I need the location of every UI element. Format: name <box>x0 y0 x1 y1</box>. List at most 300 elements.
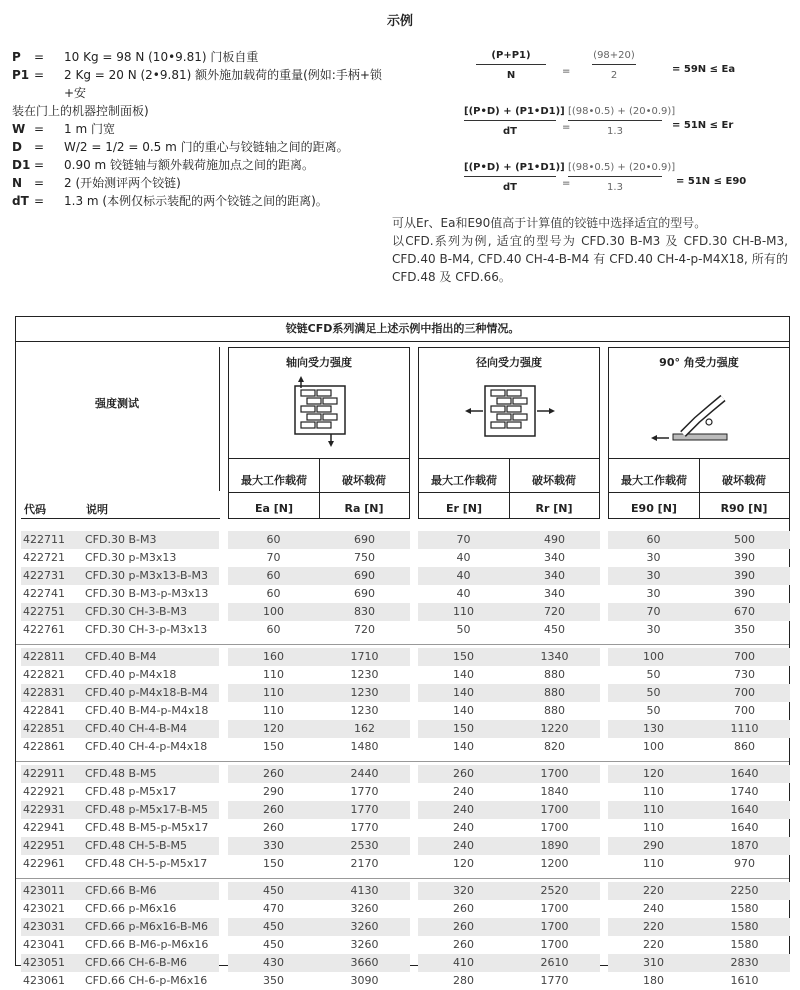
load-value: 240 <box>453 821 474 834</box>
product-description: CFD.40 p-M4x18-B-M4 <box>81 684 219 702</box>
product-code: 422751 <box>21 603 81 621</box>
axial-title: 轴向受力强度 <box>286 356 352 369</box>
definition-text: 2 Kg = 20 N (2•9.81) 额外施加载荷的重量(例如:手柄+锁+安 <box>64 68 382 100</box>
table-title: 铰链CFD系列满足上述示例中指出的三种情况。 <box>16 317 789 342</box>
group-divider <box>16 873 789 879</box>
load-value: 1890 <box>509 837 600 855</box>
table-row <box>16 954 789 972</box>
table-row <box>16 936 789 954</box>
product-code: 423061 <box>23 974 65 987</box>
table-row <box>16 900 789 918</box>
load-value: 290 <box>263 785 284 798</box>
load-value: 450 <box>544 623 565 636</box>
load-value: 1840 <box>540 785 569 798</box>
code-header: 代码 <box>24 503 46 516</box>
load-value: 330 <box>228 837 319 855</box>
product-group <box>16 765 789 873</box>
load-value: 220 <box>608 918 699 936</box>
definition-symbol: dT <box>12 194 29 208</box>
radial-force-icon <box>463 380 557 442</box>
load-value: 1770 <box>350 821 379 834</box>
formula-result: = 51N ≤ E90 <box>676 176 747 187</box>
definition-equals: = <box>34 176 45 190</box>
product-description: CFD.66 B-M6 <box>81 882 219 900</box>
load-value: 1480 <box>350 740 379 753</box>
load-value: 3660 <box>319 954 410 972</box>
load-value: 350 <box>263 974 284 987</box>
definition-text: 2 (开始测评两个铰链) <box>64 176 181 190</box>
product-code: 422931 <box>21 801 81 819</box>
load-value: 240 <box>418 801 509 819</box>
load-value: 110 <box>643 785 664 798</box>
load-value: 70 <box>266 551 281 564</box>
definition-text: 1.3 m (本例仅标示装配的两个铰链之间的距离)。 <box>64 194 328 208</box>
load-value: 720 <box>509 603 600 621</box>
load-value: 1640 <box>699 801 790 819</box>
load-value: 1580 <box>730 938 759 951</box>
load-value: 390 <box>734 551 755 564</box>
load-value: 50 <box>456 623 471 636</box>
load-value: 1230 <box>319 684 410 702</box>
angle-force-icon <box>649 384 749 446</box>
table-row <box>16 837 789 855</box>
load-value: 3260 <box>350 902 379 915</box>
axial-break-label: 破坏载荷 <box>342 474 386 487</box>
table-row <box>16 549 789 567</box>
product-code: 423041 <box>23 938 65 951</box>
radial-title: 径向受力强度 <box>476 356 542 369</box>
group-divider <box>16 756 789 762</box>
formula-row <box>462 104 792 154</box>
load-value: 3260 <box>319 918 410 936</box>
formula-result: = 59N ≤ Ea <box>672 64 736 75</box>
definition-symbol: W <box>12 122 26 136</box>
table-row <box>16 819 789 837</box>
product-code: 422721 <box>23 551 65 564</box>
formula-lhs: $\frac{[(P•D) + (P1•D1)]}{dT}$ <box>464 162 565 193</box>
load-value: 1640 <box>730 821 759 834</box>
note-line-1: 可从Er、Ea和E90值高于计算值的铰链中选择适宜的型号。 <box>392 216 707 230</box>
load-value: 160 <box>228 648 319 666</box>
load-value: 220 <box>608 882 699 900</box>
group-divider <box>16 639 789 645</box>
load-value: 120 <box>228 720 319 738</box>
product-code: 422861 <box>23 740 65 753</box>
definition-text: 装在门上的机器控制面板) <box>12 104 149 118</box>
table-row <box>16 882 789 900</box>
description-header: 说明 <box>86 503 108 516</box>
definition-row <box>12 156 382 174</box>
radial-break-label: 破坏载荷 <box>532 474 576 487</box>
load-value: 340 <box>544 551 565 564</box>
load-value: 2520 <box>509 882 600 900</box>
product-code: 423051 <box>21 954 81 972</box>
definition-text: 10 Kg = 98 N (10•9.81) 门板自重 <box>64 50 259 64</box>
angle-e90-label: E90 [N] <box>631 502 677 515</box>
definition-row <box>12 192 382 210</box>
load-value: 260 <box>418 918 509 936</box>
load-value: 1110 <box>699 720 790 738</box>
load-value: 1700 <box>540 821 569 834</box>
load-value: 220 <box>643 938 664 951</box>
product-code: 422941 <box>23 821 65 834</box>
load-value: 1580 <box>730 902 759 915</box>
load-value: 1230 <box>350 704 379 717</box>
formula-equals: = <box>562 122 571 133</box>
load-value: 320 <box>418 882 509 900</box>
load-value: 60 <box>266 623 281 636</box>
load-value: 1700 <box>540 938 569 951</box>
product-description: CFD.40 CH-4-p-M4x18 <box>85 740 208 753</box>
table-row <box>16 684 789 702</box>
load-value: 2830 <box>699 954 790 972</box>
formula-lhs: $\frac{[(P•D) + (P1•D1)]}{dT}$ <box>464 106 565 137</box>
definition-text: W/2 = 1/2 = 0.5 m 门的重心与铰链轴之间的距离。 <box>64 140 349 154</box>
definition-equals: = <box>34 68 45 82</box>
table-row <box>16 783 789 801</box>
load-value: 500 <box>699 531 790 549</box>
load-value: 1710 <box>319 648 410 666</box>
axial-force-icon <box>287 376 353 448</box>
load-value: 3090 <box>350 974 379 987</box>
load-value: 240 <box>418 837 509 855</box>
load-value: 1700 <box>509 801 600 819</box>
product-description: CFD.66 B-M6-p-M6x16 <box>85 938 209 951</box>
product-code: 422831 <box>21 684 81 702</box>
load-value: 1740 <box>730 785 759 798</box>
table-row <box>16 765 789 783</box>
table-row <box>16 585 789 603</box>
formula-rhs: $\frac{(98+20)}{2}$ <box>593 50 635 81</box>
load-value: 150 <box>263 857 284 870</box>
product-group <box>16 648 789 756</box>
product-description: CFD.66 p-M6x16 <box>85 902 177 915</box>
table-row <box>16 531 789 549</box>
page-title: 示例 <box>386 14 413 29</box>
load-value: 150 <box>418 648 509 666</box>
load-value: 260 <box>418 765 509 783</box>
product-code: 422761 <box>23 623 65 636</box>
load-value: 2610 <box>509 954 600 972</box>
variable-definitions <box>12 48 382 210</box>
definition-row <box>12 66 382 102</box>
axial-strength-group <box>228 347 410 519</box>
load-value: 340 <box>509 567 600 585</box>
load-value: 60 <box>228 531 319 549</box>
load-value: 120 <box>453 857 474 870</box>
product-description: CFD.66 CH-6-B-M6 <box>81 954 219 972</box>
load-value: 470 <box>263 902 284 915</box>
load-value: 110 <box>263 704 284 717</box>
product-description: CFD.40 p-M4x18 <box>85 668 177 681</box>
angle-title: 90° 角受力强度 <box>659 356 739 369</box>
load-value: 490 <box>509 531 600 549</box>
load-value: 1870 <box>699 837 790 855</box>
load-value: 60 <box>266 587 281 600</box>
product-description: CFD.66 CH-6-p-M6x16 <box>85 974 208 987</box>
load-value: 50 <box>646 668 661 681</box>
product-code: 422951 <box>21 837 81 855</box>
load-value: 1640 <box>699 765 790 783</box>
definition-row <box>12 102 382 120</box>
definition-symbol: N <box>12 176 23 190</box>
load-value: 30 <box>646 587 661 600</box>
load-value: 4130 <box>319 882 410 900</box>
load-value: 820 <box>544 740 565 753</box>
definition-row <box>12 138 382 156</box>
definition-equals: = <box>34 50 45 64</box>
load-value: 120 <box>608 765 699 783</box>
load-value: 110 <box>263 668 284 681</box>
table-row <box>16 621 789 639</box>
load-value: 690 <box>354 587 375 600</box>
definition-equals: = <box>34 122 45 136</box>
load-value: 1340 <box>509 648 600 666</box>
load-value: 880 <box>544 704 565 717</box>
definition-row <box>12 174 382 192</box>
load-value: 260 <box>453 902 474 915</box>
load-value: 1700 <box>540 902 569 915</box>
table-row <box>16 567 789 585</box>
load-value: 150 <box>263 740 284 753</box>
formula-result: = 51N ≤ Er <box>672 120 734 131</box>
product-description: CFD.30 p-M3x13-B-M3 <box>81 567 219 585</box>
product-description: CFD.48 p-M5x17 <box>85 785 177 798</box>
load-value: 3260 <box>350 938 379 951</box>
table-row <box>16 648 789 666</box>
product-description: CFD.30 B-M3 <box>81 531 219 549</box>
load-value: 970 <box>734 857 755 870</box>
load-value: 880 <box>509 684 600 702</box>
load-value: 290 <box>608 837 699 855</box>
load-value: 1200 <box>540 857 569 870</box>
angle-work-label: 最大工作载荷 <box>621 474 687 487</box>
load-value: 450 <box>228 882 319 900</box>
note-line-2: 以CFD.系列为例, 适宜的型号为 CFD.30 B-M3 及 CFD.30 CH-B-M3, CFD.40 B-M4, CFD.40 CH-4-B-M4 有 CFD.40 CH-4-p-M4X18, 所有的 CFD.48 及 CFD.66。 <box>392 234 788 284</box>
load-value: 30 <box>608 567 699 585</box>
table-row <box>16 666 789 684</box>
load-value: 350 <box>734 623 755 636</box>
load-value: 1230 <box>350 668 379 681</box>
load-value: 860 <box>734 740 755 753</box>
definition-symbol: D1 <box>12 158 31 172</box>
product-code: 422851 <box>21 720 81 738</box>
product-code: 422841 <box>23 704 65 717</box>
load-value: 100 <box>608 648 699 666</box>
load-value: 70 <box>418 531 509 549</box>
product-description: CFD.40 CH-4-B-M4 <box>81 720 219 738</box>
load-value: 2530 <box>319 837 410 855</box>
table-row <box>16 972 789 990</box>
load-value: 162 <box>319 720 410 738</box>
definition-row <box>12 120 382 138</box>
product-description: CFD.30 p-M3x13 <box>85 551 177 564</box>
product-description: CFD.48 p-M5x17-B-M5 <box>81 801 219 819</box>
load-value: 700 <box>699 684 790 702</box>
load-value: 2440 <box>319 765 410 783</box>
load-value: 390 <box>734 587 755 600</box>
load-value: 390 <box>699 567 790 585</box>
load-value: 280 <box>453 974 474 987</box>
product-code: 422711 <box>21 531 81 549</box>
table-row <box>16 603 789 621</box>
load-value: 140 <box>453 740 474 753</box>
load-value: 60 <box>608 531 699 549</box>
load-value: 40 <box>456 551 471 564</box>
formula-row <box>462 160 792 210</box>
product-description: CFD.66 p-M6x16-B-M6 <box>81 918 219 936</box>
product-code: 423031 <box>21 918 81 936</box>
table-row <box>16 801 789 819</box>
load-value: 60 <box>228 567 319 585</box>
load-value: 140 <box>453 704 474 717</box>
load-value: 240 <box>643 902 664 915</box>
load-value: 240 <box>453 785 474 798</box>
load-value: 690 <box>319 531 410 549</box>
load-value: 450 <box>228 918 319 936</box>
load-value: 2250 <box>699 882 790 900</box>
load-value: 110 <box>643 821 664 834</box>
formula-rhs: $\frac{[(98•0.5) + (20•0.9)]}{1.3}$ <box>568 162 676 193</box>
table-row <box>16 855 789 873</box>
table-row <box>16 720 789 738</box>
strength-test-label: 强度测试 <box>95 397 139 410</box>
formula-rhs: $\frac{[(98•0.5) + (20•0.9)]}{1.3}$ <box>568 106 676 137</box>
axial-ea-label: Ea [N] <box>254 502 294 515</box>
radial-rr-label: Rr [N] <box>535 502 573 515</box>
load-value: 100 <box>228 603 319 621</box>
load-value: 750 <box>354 551 375 564</box>
definition-row <box>12 48 382 66</box>
formula-block <box>462 48 792 216</box>
product-description: CFD.40 B-M4-p-M4x18 <box>85 704 209 717</box>
axial-ra-label: Ra [N] <box>344 502 384 515</box>
load-value: 260 <box>228 765 319 783</box>
load-value: 730 <box>734 668 755 681</box>
definition-symbol: P <box>12 50 21 64</box>
load-value: 830 <box>319 603 410 621</box>
load-value: 1770 <box>319 801 410 819</box>
load-value: 1220 <box>509 720 600 738</box>
product-description: CFD.48 B-M5 <box>81 765 219 783</box>
formula-row <box>462 48 792 98</box>
load-value: 110 <box>418 603 509 621</box>
load-value: 140 <box>453 668 474 681</box>
product-code: 422811 <box>21 648 81 666</box>
load-value: 110 <box>608 801 699 819</box>
load-value: 130 <box>608 720 699 738</box>
load-value: 410 <box>418 954 509 972</box>
selection-note <box>392 214 788 286</box>
load-value: 110 <box>643 857 664 870</box>
table-row <box>16 702 789 720</box>
formula-lhs: $\frac{(P+P1)}{N}$ <box>476 50 546 81</box>
angle-r90-label: R90 [N] <box>720 502 768 515</box>
definition-equals: = <box>34 158 45 172</box>
product-description: CFD.48 CH-5-p-M5x17 <box>85 857 208 870</box>
table-row <box>16 918 789 936</box>
load-value: 50 <box>646 704 661 717</box>
load-value: 720 <box>354 623 375 636</box>
load-value: 30 <box>646 623 661 636</box>
product-code: 422741 <box>23 587 65 600</box>
load-value: 310 <box>608 954 699 972</box>
load-value: 180 <box>643 974 664 987</box>
load-value: 150 <box>418 720 509 738</box>
product-description: CFD.48 B-M5-p-M5x17 <box>85 821 209 834</box>
definition-text: 1 m 门宽 <box>64 122 115 136</box>
radial-er-label: Er [N] <box>445 502 483 515</box>
strength-test-cell <box>21 347 220 491</box>
load-value: 880 <box>544 668 565 681</box>
product-code: 422961 <box>23 857 65 870</box>
product-description: CFD.40 B-M4 <box>81 648 219 666</box>
radial-work-label: 最大工作载荷 <box>431 474 497 487</box>
load-value: 700 <box>734 704 755 717</box>
load-value: 260 <box>228 801 319 819</box>
load-value: 260 <box>263 821 284 834</box>
load-value: 40 <box>418 567 509 585</box>
product-code: 423021 <box>23 902 65 915</box>
definition-equals: = <box>34 140 45 154</box>
definition-text: 0.90 m 铰链轴与额外载荷施加点之间的距离。 <box>64 158 315 172</box>
definition-symbol: D <box>12 140 22 154</box>
load-value: 690 <box>319 567 410 585</box>
definition-equals: = <box>34 194 45 208</box>
axial-work-label: 最大工作载荷 <box>241 474 307 487</box>
definition-symbol: P1 <box>12 68 30 82</box>
load-value: 1610 <box>730 974 759 987</box>
radial-strength-group <box>418 347 600 519</box>
load-value: 1580 <box>699 918 790 936</box>
product-code: 422731 <box>21 567 81 585</box>
table-row <box>16 738 789 756</box>
product-code: 422911 <box>21 765 81 783</box>
angle-break-label: 破坏载荷 <box>722 474 766 487</box>
load-value: 40 <box>456 587 471 600</box>
load-value: 30 <box>646 551 661 564</box>
product-description: CFD.48 CH-5-B-M5 <box>81 837 219 855</box>
load-value: 140 <box>418 684 509 702</box>
load-value: 110 <box>228 684 319 702</box>
product-group <box>16 531 789 639</box>
product-code: 423011 <box>21 882 81 900</box>
formula-equals: = <box>562 66 571 77</box>
strength-table <box>15 316 790 987</box>
load-value: 1700 <box>509 918 600 936</box>
product-description: CFD.30 CH-3-p-M3x13 <box>85 623 208 636</box>
load-value: 700 <box>699 648 790 666</box>
load-value: 430 <box>228 954 319 972</box>
product-description: CFD.30 B-M3-p-M3x13 <box>85 587 209 600</box>
load-value: 70 <box>608 603 699 621</box>
load-value: 450 <box>263 938 284 951</box>
product-code: 422821 <box>23 668 65 681</box>
load-value: 1770 <box>350 785 379 798</box>
formula-equals: = <box>562 178 571 189</box>
load-value: 100 <box>643 740 664 753</box>
load-value: 1770 <box>540 974 569 987</box>
load-value: 1700 <box>509 765 600 783</box>
product-description: CFD.30 CH-3-B-M3 <box>81 603 219 621</box>
angle-strength-group <box>608 347 790 519</box>
product-code: 422921 <box>23 785 65 798</box>
table-body <box>16 531 789 990</box>
load-value: 340 <box>544 587 565 600</box>
load-value: 260 <box>453 938 474 951</box>
load-value: 50 <box>608 684 699 702</box>
load-value: 670 <box>699 603 790 621</box>
